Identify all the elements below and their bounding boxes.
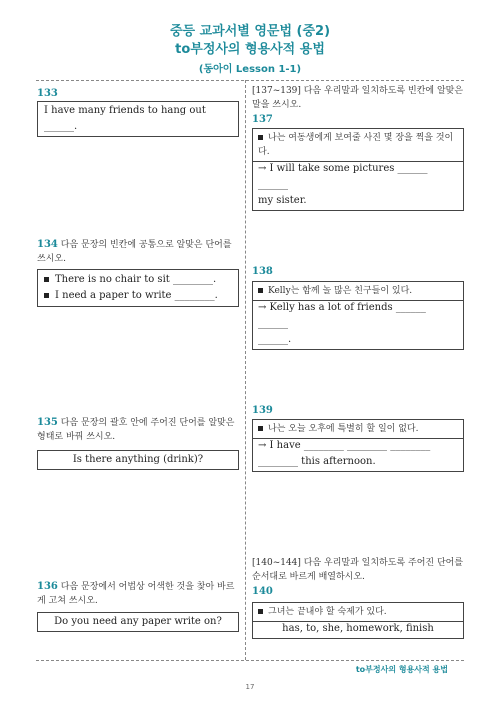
bullet-square-icon	[258, 135, 263, 140]
question-134-line2: I need a paper to write ________.	[44, 288, 232, 304]
top-divider	[36, 80, 464, 81]
question-135-sentence: Is there anything (drink)?	[72, 454, 204, 465]
question-140-words: has, to, she, homework, finish	[282, 623, 434, 634]
page-title: 중등 교과서별 영문법 (중2)	[169, 24, 331, 39]
range-137-139-instruction: [137~139] 다음 우리말과 일치하도록 빈칸에 알맞은 말을 쓰시오.	[252, 86, 464, 110]
question-135	[37, 416, 243, 444]
question-138-korean-box	[252, 281, 464, 301]
question-139-number: 139	[252, 405, 273, 416]
question-139-answer-line1: → I have ________ ________ ________	[258, 440, 431, 451]
bullet-square-icon	[258, 426, 263, 431]
question-138-number: 138	[252, 266, 273, 277]
question-138-answer-line2: ______.	[258, 334, 292, 345]
question-134-instruction: 다음 문장의 빈칸에 공통으로 알맞은 단어를 쓰시오.	[37, 240, 232, 264]
question-138-korean: Kelly는 함께 놀 많은 친구들이 있다.	[268, 286, 413, 296]
question-136-instruction: 다음 문장에서 어법상 어색한 것을 찾아 바르게 고쳐 쓰시오.	[37, 582, 235, 606]
question-135-box	[37, 450, 239, 470]
question-133-sentence: I have many friends to hang out ______.	[44, 105, 206, 132]
question-137-answer-box	[252, 160, 464, 211]
range-140-144-instruction: [140~144] 다음 우리말과 일치하도록 주어진 단어를 순서대로 바르게 배열하시오.	[252, 558, 464, 582]
question-137-number: 137	[252, 114, 273, 125]
bullet-square-icon	[44, 277, 49, 282]
question-137-answer-line1: → I will take some pictures ______ ______	[258, 163, 428, 190]
question-136-number: 136	[37, 581, 58, 592]
question-133-number: 133	[37, 88, 58, 99]
question-134-number: 134	[37, 239, 58, 250]
question-140-words-box	[252, 620, 464, 639]
question-139-korean: 나는 오늘 오후에 특별히 할 일이 없다.	[268, 424, 419, 434]
bullet-square-icon	[258, 288, 263, 293]
bullet-square-icon	[44, 293, 49, 298]
question-136-box	[37, 612, 239, 632]
question-138-answer-box	[252, 299, 464, 350]
question-139-korean-box	[252, 419, 464, 439]
column-divider	[245, 80, 246, 660]
page-subtitle: to부정사의 형용사적 용법	[175, 42, 325, 57]
question-140-korean-box	[252, 602, 464, 622]
question-135-instruction: 다음 문장의 괄호 안에 주어진 단어를 알맞은 형태로 바꿔 쓰시오.	[37, 418, 235, 442]
question-138-answer-line1: → Kelly has a lot of friends ______ ______	[258, 302, 426, 329]
bottom-divider	[36, 660, 464, 661]
question-135-number: 135	[37, 417, 58, 428]
question-137-korean-box	[252, 128, 464, 162]
question-134-box	[37, 269, 239, 307]
question-137-korean: 나는 여동생에게 보여줄 사진 몇 장을 찍을 것이다.	[258, 133, 454, 157]
question-139-answer-line2: ________ this afternoon.	[258, 456, 376, 467]
question-140-number: 140	[252, 586, 273, 597]
question-137-answer-line2: my sister.	[258, 195, 307, 206]
question-139-answer-box	[252, 437, 464, 472]
question-140-korean: 그녀는 끝내야 할 숙제가 있다.	[268, 607, 387, 617]
lesson-label: (동아이 Lesson 1-1)	[198, 64, 302, 75]
question-134	[37, 238, 243, 266]
question-133-box	[37, 101, 239, 137]
footer-topic: to부정사의 형용사적 용법	[355, 665, 448, 674]
question-136	[37, 580, 243, 608]
question-136-sentence: Do you need any paper write on?	[54, 616, 222, 627]
page-number: 17	[245, 683, 255, 691]
question-134-line1: There is no chair to sit ________.	[44, 272, 232, 288]
bullet-square-icon	[258, 609, 263, 614]
